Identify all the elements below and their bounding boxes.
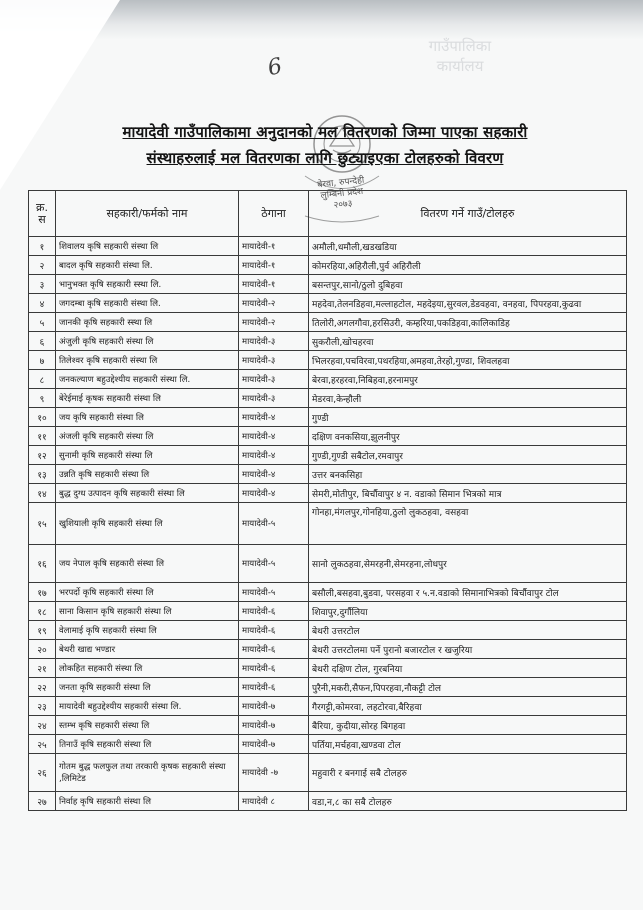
row-address: मायादेवी-४ bbox=[239, 427, 309, 446]
row-cooperative-name: अंजुली कृषि सहकारी संस्था लि bbox=[56, 332, 239, 351]
row-address: मायादेवी-४ bbox=[239, 465, 309, 484]
stamp-line: बेरवा, रुपन्देही bbox=[316, 175, 365, 191]
row-address: मायादेवी-६ bbox=[239, 640, 309, 659]
row-address: मायादेवी-३ bbox=[239, 389, 309, 408]
row-distribution-areas: गुण्डी,गुण्डी सबैटोल,रमवापुर bbox=[309, 446, 627, 465]
distribution-table bbox=[28, 190, 627, 811]
row-serial-number: २ bbox=[29, 256, 56, 275]
table-row bbox=[29, 484, 627, 503]
row-address: मायादेवी-७ bbox=[239, 735, 309, 754]
table-row bbox=[29, 465, 627, 484]
row-cooperative-name: खुशियाली कृषि सहकारी संस्था लि bbox=[56, 503, 239, 545]
row-distribution-areas: उत्तर बनकसिहा bbox=[309, 465, 627, 484]
row-cooperative-name: स्तम्भ कृषि सहकारी संस्था लि bbox=[56, 716, 239, 735]
row-cooperative-name: बेरेईमाई कृषक सहकारी संस्था लि bbox=[56, 389, 239, 408]
row-distribution-areas: बेथरी उत्तरटोलमा पर्ने पुरानो बजारटोल र खजुरिया bbox=[309, 640, 627, 659]
row-cooperative-name: तिनाउँ कृषि सहकारी संस्था लि bbox=[56, 735, 239, 754]
row-distribution-areas: बैरिया, कुदीया,सोरह बिगहवा bbox=[309, 716, 627, 735]
row-serial-number: ८ bbox=[29, 370, 56, 389]
row-distribution-areas: शिवापुर,दुर्गौलिया bbox=[309, 602, 627, 621]
row-distribution-areas: कोमरहिया,अहिरौली,पुर्व अहिरौली bbox=[309, 256, 627, 275]
row-distribution-areas: तिलोरी,अगलगौवा,हरसिउरी, कम्हरिया,पकडिहवा,कालिकाडिह bbox=[309, 313, 627, 332]
row-serial-number: २२ bbox=[29, 678, 56, 697]
row-address: मायादेवी-६ bbox=[239, 621, 309, 640]
table-row bbox=[29, 621, 627, 640]
row-address: मायादेवी-३ bbox=[239, 370, 309, 389]
row-cooperative-name: जानकी कृषि सहकारी स्स्था लि bbox=[56, 313, 239, 332]
row-serial-number: ५ bbox=[29, 313, 56, 332]
stamp-line: २०७३ bbox=[333, 198, 353, 211]
row-cooperative-name: बादल कृषि सहकारी संस्था लि. bbox=[56, 256, 239, 275]
row-serial-number: १६ bbox=[29, 545, 56, 583]
handwritten-page-note: 6 bbox=[265, 53, 285, 82]
row-address: मायादेवी-२ bbox=[239, 313, 309, 332]
table-row bbox=[29, 370, 627, 389]
table-row bbox=[29, 427, 627, 446]
row-distribution-areas: सेमरी,मोतीपुर, बिर्चौवापुर ४ न. वडाको सिमान भित्रको मात्र bbox=[309, 484, 627, 503]
row-address: मायादेवी-१ bbox=[239, 275, 309, 294]
row-cooperative-name: मायादेवी बहुउद्देश्यीय सहकारी संस्था लि. bbox=[56, 697, 239, 716]
row-serial-number: १ bbox=[29, 237, 56, 256]
table-header-row bbox=[29, 191, 627, 237]
row-cooperative-name: सुनामी कृषि सहकारी संस्था लि bbox=[56, 446, 239, 465]
row-serial-number: ४ bbox=[29, 294, 56, 313]
row-address: मायादेवी-६ bbox=[239, 678, 309, 697]
stamp-line: लुम्बिनी प्रदेश bbox=[320, 186, 364, 202]
row-distribution-areas: महदेवा,तेलनडिहवा,मल्लाहटोल, महदेइया,सुरवल,डेडवहवा, वनहवा, पिपरहवा,कुढवा bbox=[309, 294, 627, 313]
table-row bbox=[29, 792, 627, 811]
row-address: मायादेवी-५ bbox=[239, 545, 309, 583]
row-address: मायादेवी ८ bbox=[239, 792, 309, 811]
row-cooperative-name: बेथरी खाद्य भण्डार bbox=[56, 640, 239, 659]
table-row bbox=[29, 446, 627, 465]
row-serial-number: १४ bbox=[29, 484, 56, 503]
row-address: मायादेवी-७ bbox=[239, 716, 309, 735]
row-distribution-areas: भिलरहवा,पचविरवा,पथरहिया,अमहवा,तेरहो,गुण्डा, शिवलहवा bbox=[309, 351, 627, 370]
table-row bbox=[29, 602, 627, 621]
row-distribution-areas: बसौली,बसहवा,बुडवा, परसहवा र ५.न.वडाको सिमानाभित्रको बिर्चौवापुर टोल bbox=[309, 583, 627, 602]
row-address: मायादेवी-४ bbox=[239, 408, 309, 427]
row-serial-number: ६ bbox=[29, 332, 56, 351]
row-address: मायादेवी-२ bbox=[239, 294, 309, 313]
row-address: मायादेवी -७ bbox=[239, 754, 309, 792]
row-distribution-areas: महुवारी र बनगाई सबै टोलहरु bbox=[309, 754, 627, 792]
row-cooperative-name: वेलामाई कृषि सहकारी संस्था लि bbox=[56, 621, 239, 640]
row-cooperative-name: जय कृषि सहकारी संस्था लि bbox=[56, 408, 239, 427]
table-row bbox=[29, 697, 627, 716]
bleed-line: गाउँपालिका bbox=[428, 37, 492, 55]
row-cooperative-name: शिवालय कृषि सहकारी संस्था लि bbox=[56, 237, 239, 256]
table-row bbox=[29, 754, 627, 792]
row-distribution-areas: सानो लुकठहवा,सेमरहनी,सेमरहना,लोधपुर bbox=[309, 545, 627, 583]
table-row bbox=[29, 332, 627, 351]
row-serial-number: २५ bbox=[29, 735, 56, 754]
row-distribution-areas: पुरैनी,मकरी,सैफन,पिपरहवा,नौकट्टी टोल bbox=[309, 678, 627, 697]
row-cooperative-name: जनता कृषि सहकारी संस्था लि bbox=[56, 678, 239, 697]
header-address: ठेगाना bbox=[239, 191, 309, 237]
table-row bbox=[29, 389, 627, 408]
table-row bbox=[29, 351, 627, 370]
row-cooperative-name: भानुभक्त कृषि सहकारी स्स्था लि. bbox=[56, 275, 239, 294]
row-serial-number: ३ bbox=[29, 275, 56, 294]
table-row bbox=[29, 735, 627, 754]
row-serial-number: २४ bbox=[29, 716, 56, 735]
header-distribution-areas: वितरण गर्ने गाउँ/टोलहरु bbox=[309, 191, 627, 237]
row-serial-number: २७ bbox=[29, 792, 56, 811]
row-cooperative-name: साना किसान कृषि सहकारी संस्था लि bbox=[56, 602, 239, 621]
row-cooperative-name: जनकल्याण बहुउद्देश्यीय सहकारी संस्था लि. bbox=[56, 370, 239, 389]
row-address: मायादेवी-६ bbox=[239, 602, 309, 621]
table-row bbox=[29, 256, 627, 275]
row-distribution-areas: मेडरवा,केन्हौली bbox=[309, 389, 627, 408]
row-serial-number: २६ bbox=[29, 754, 56, 792]
row-address: मायादेवी-६ bbox=[239, 659, 309, 678]
bleed-line: कार्यालय bbox=[436, 57, 484, 75]
table-row bbox=[29, 659, 627, 678]
row-distribution-areas: गैरगट्टी,कोमरवा, लहटोरवा,बैरिहवा bbox=[309, 697, 627, 716]
row-address: मायादेवी-३ bbox=[239, 332, 309, 351]
bleed-through-text bbox=[395, 36, 525, 76]
row-cooperative-name: जगदम्बा कृषि सहकारी संस्था लि. bbox=[56, 294, 239, 313]
row-cooperative-name: निर्वाह कृषि सहकारी संस्था लि bbox=[56, 792, 239, 811]
table-row bbox=[29, 716, 627, 735]
row-distribution-areas: गोनहा,मंगलपुर,गोनहिया,ठुलो लुकठहवा, वसहवा bbox=[309, 503, 627, 545]
row-serial-number: ७ bbox=[29, 351, 56, 370]
row-serial-number: २० bbox=[29, 640, 56, 659]
row-cooperative-name: भरपर्दो कृषि सहकारी संस्था लि bbox=[56, 583, 239, 602]
row-address: मायादेवी-४ bbox=[239, 484, 309, 503]
row-address: मायादेवी-३ bbox=[239, 351, 309, 370]
row-serial-number: १३ bbox=[29, 465, 56, 484]
document-title-line-1: मायादेवी गाउँपालिकामा अनुदानको मल वितरणको जिम्मा पाएका सहकारी bbox=[122, 123, 528, 141]
row-address: मायादेवी-४ bbox=[239, 446, 309, 465]
row-distribution-areas: दक्षिण वनकसिया,झुलनीपुर bbox=[309, 427, 627, 446]
row-distribution-areas: सुकरौली,खोचहरवा bbox=[309, 332, 627, 351]
row-serial-number: १५ bbox=[29, 503, 56, 545]
row-cooperative-name: अंजली कृषि सहकारी संस्था लि bbox=[56, 427, 239, 446]
row-distribution-areas: बेथरी दक्षिण टोल, गुरबनिया bbox=[309, 659, 627, 678]
row-serial-number: १० bbox=[29, 408, 56, 427]
row-serial-number: २३ bbox=[29, 697, 56, 716]
table-row bbox=[29, 275, 627, 294]
row-address: मायादेवी-१ bbox=[239, 256, 309, 275]
header-cooperative-name: सहकारी/फर्मको नाम bbox=[56, 191, 239, 237]
table-row bbox=[29, 678, 627, 697]
row-cooperative-name: बुद्ध दुग्ध उत्पादन कृषि सहकारी संस्था लि bbox=[56, 484, 239, 503]
row-address: मायादेवी-५ bbox=[239, 503, 309, 545]
row-serial-number: ११ bbox=[29, 427, 56, 446]
table-body bbox=[29, 237, 627, 811]
table-row bbox=[29, 294, 627, 313]
table-row bbox=[29, 640, 627, 659]
row-serial-number: १७ bbox=[29, 583, 56, 602]
row-cooperative-name: लोकहित सहकारी संस्था लि bbox=[56, 659, 239, 678]
table-row bbox=[29, 503, 627, 545]
table-row bbox=[29, 313, 627, 332]
row-address: मायादेवी-१ bbox=[239, 237, 309, 256]
row-serial-number: १२ bbox=[29, 446, 56, 465]
row-distribution-areas: पर्तिया,मर्चहवा,खण्डवा टोल bbox=[309, 735, 627, 754]
row-serial-number: २१ bbox=[29, 659, 56, 678]
header-serial: क्र. स bbox=[29, 191, 56, 237]
row-distribution-areas: बेरवा,हरहरवा,निबिहवा,हरनामपुर bbox=[309, 370, 627, 389]
row-address: मायादेवी-५ bbox=[239, 583, 309, 602]
row-serial-number: १९ bbox=[29, 621, 56, 640]
table-row bbox=[29, 408, 627, 427]
row-cooperative-name: उन्नति कृषि सहकारी संस्था लि bbox=[56, 465, 239, 484]
table-row bbox=[29, 237, 627, 256]
row-distribution-areas: वडा,न,८ का सबै टोलहरु bbox=[309, 792, 627, 811]
document-title-line-2: संस्थाहरुलाई मल वितरणका लागि छुट्याइएका टोलहरुको विवरण bbox=[146, 149, 504, 167]
table-row bbox=[29, 545, 627, 583]
row-distribution-areas: बेथरी उत्तरटोल bbox=[309, 621, 627, 640]
row-distribution-areas: गुण्डी bbox=[309, 408, 627, 427]
row-cooperative-name: गोतम बुद्ध फलफुल तथा तरकारी कृषक सहकारी संस्था ,लिमिटेड bbox=[56, 754, 239, 792]
row-distribution-areas: बसन्तपुर,सानो/ठुलो दुबिहवा bbox=[309, 275, 627, 294]
row-cooperative-name: तिलेश्वर कृषि सहकारी संस्था लि bbox=[56, 351, 239, 370]
row-distribution-areas: अमौली,धमौली,खडखडिया bbox=[309, 237, 627, 256]
row-serial-number: १८ bbox=[29, 602, 56, 621]
table-row bbox=[29, 583, 627, 602]
row-address: मायादेवी-७ bbox=[239, 697, 309, 716]
row-cooperative-name: जय नेपाल कृषि सहकारी संस्था लि bbox=[56, 545, 239, 583]
row-serial-number: ९ bbox=[29, 389, 56, 408]
